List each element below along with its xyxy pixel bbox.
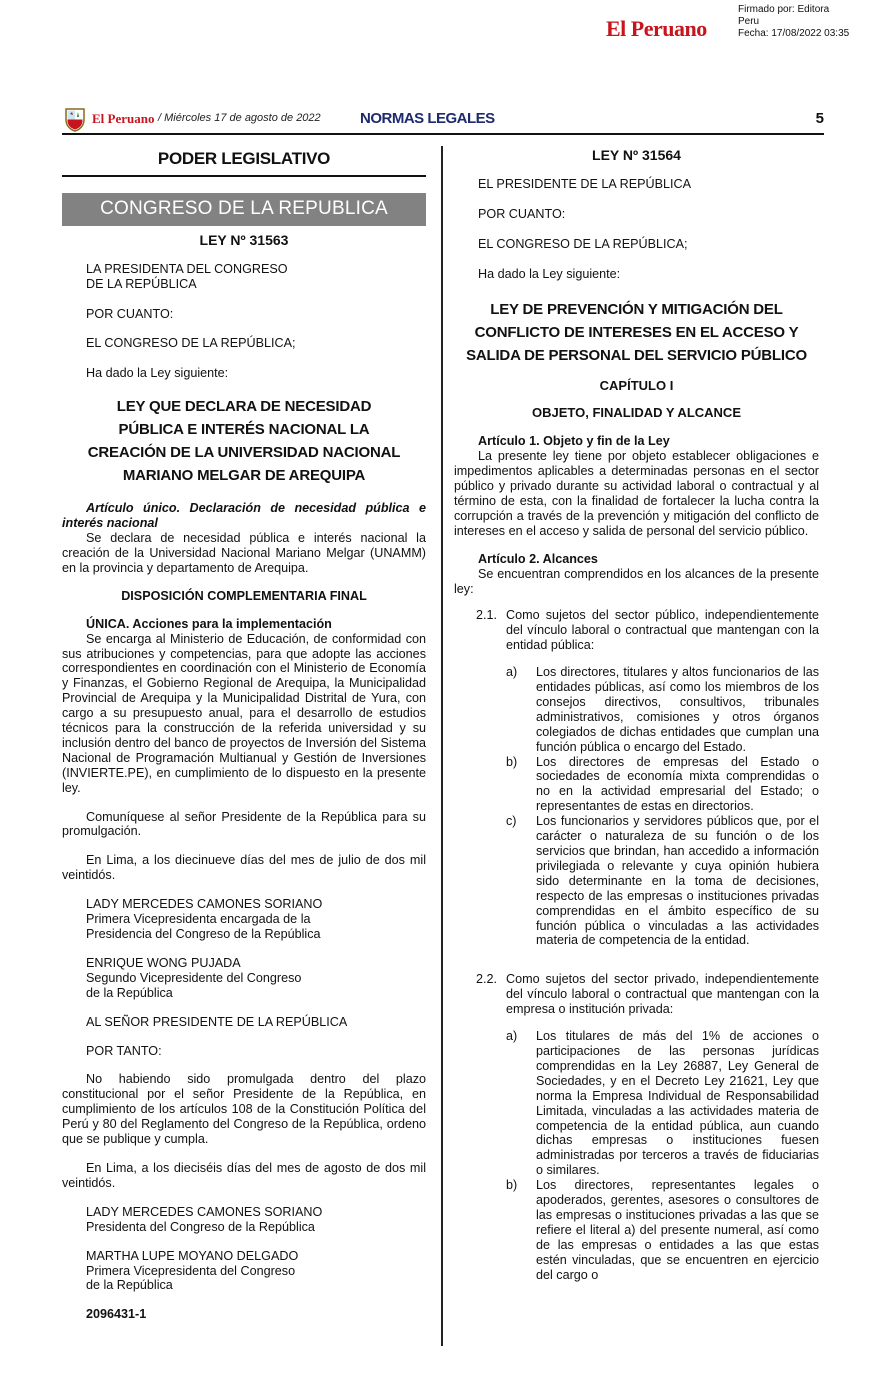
disposition-heading: DISPOSICIÓN COMPLEMENTARIA FINAL	[121, 588, 367, 603]
date-line: En Lima, a los diecinueve días del mes de julio de dos mil veintidós.	[62, 853, 426, 883]
item-letter: a)	[506, 1029, 518, 1044]
signatory-role: Primera Vicepresidenta encargada de la	[86, 912, 311, 927]
promulgation-text: No habiendo sido promulgada dentro del plazo constitucional por el señor Presidente de la República, en cumplimiento de los artículos 108 de la Constitución Política del Perú y 80 del Reglamento del Congreso de la República, ordeno que se publique y cumpla.	[62, 1072, 426, 1147]
signatory-name: LADY MERCEDES CAMONES SORIANO	[86, 897, 323, 912]
article-text: Se declara de necesidad pública e interés nacional la creación de la Universidad Nacional Mariano Melgar (UNAMM) en la provincia y departamento de Arequipa.	[62, 531, 426, 575]
item-letter: b)	[506, 1178, 518, 1193]
signature-block	[62, 897, 426, 942]
signatory-role: Presidenta del Congreso de la República	[86, 1219, 315, 1234]
item-number: 2.2.	[476, 972, 498, 987]
signatory-role: de la República	[86, 1278, 173, 1293]
law-title-line: MARIANO MELGAR DE AREQUIPA	[122, 467, 366, 485]
item-text: Los titulares de más del 1% de acciones o participaciones de las personas jurídicas comprendidas en la Ley 26887, Ley General de Sociedades, y en el Decreto Ley 21621, Ley que norma la Empresa Individual de Responsabilidad Limitada, vinculadas a las actividades materia de competencia de la entidad pública, aun cuando dichas empresas o instituciones fuesen administradas por terceros a través de fiduciarias o similares.	[536, 1029, 819, 1178]
running-header	[62, 102, 824, 136]
disposition-subheading: ÚNICA. Acciones para la implementación	[86, 616, 332, 631]
law-title-line: CREACIÓN DE LA UNIVERSIDAD NACIONAL	[87, 444, 401, 462]
page-number: 5	[815, 110, 824, 127]
el-peruano-stamp-logo: El Peruano	[606, 16, 707, 41]
promulgator-line: DE LA REPÚBLICA	[86, 276, 197, 291]
law-title-line: CONFLICTO DE INTERESES EN EL ACCESO Y	[474, 323, 799, 341]
article-text: La presente ley tiene por objeto establecer obligaciones e impedimentos aplicables a determinadas personas en el sector público y privado durante su actividad laboral o contractual y al término de esta, con la finalidad de fortalecer la lucha contra la corrupción a través de la prevención y mitigación del conflicto de intereses en el acceso y salida de personal del servicio público.	[454, 449, 819, 538]
numbered-item	[454, 608, 819, 653]
por-tanto: POR TANTO:	[86, 1043, 162, 1058]
ha-dado-line: Ha dado la Ley siguiente:	[478, 266, 621, 281]
digital-signature-stamp	[738, 4, 849, 40]
lettered-item	[454, 1178, 819, 1282]
article-heading: Artículo único. Declaración de necesidad pública e interés nacional	[62, 501, 426, 531]
article-heading: Artículo 1. Objeto y fin de la Ley	[478, 434, 670, 449]
signature-block	[62, 1249, 426, 1294]
item-text: Los directores de empresas del Estado o sociedades de economía mixta comprendidas o no en la actividad empresarial del Estado; o representantes de estas en directorios.	[536, 754, 819, 814]
addressee: AL SEÑOR PRESIDENTE DE LA REPÚBLICA	[86, 1014, 348, 1029]
item-letter: b)	[506, 754, 518, 769]
congress-banner: CONGRESO DE LA REPUBLICA	[62, 193, 426, 226]
congreso-line: EL CONGRESO DE LA REPÚBLICA;	[478, 236, 688, 251]
signatory-name: ENRIQUE WONG PUJADA	[86, 955, 241, 970]
article-text: Se encuentran comprendidos en los alcances de la presente ley:	[454, 566, 819, 596]
item-letter: c)	[506, 814, 517, 829]
item-number: 2.1.	[476, 608, 498, 623]
lettered-item	[454, 755, 819, 815]
law-title-line: LEY DE PREVENCIÓN Y MITIGACIÓN DEL	[490, 300, 783, 318]
law-number: LEY Nº 31564	[592, 147, 681, 163]
item-text: Los funcionarios y servidores públicos que, por el carácter o naturaleza de su función o de los servicios que brindan, han accedido a información privilegiada o relevante y cuya opinión hubiera sido determinante en la toma de decisiones, respecto de las empresas o instituciones privadas comprendidas en el ámbito específico de su función pública o vinculadas a las actividades materia de competencia de la entidad.	[536, 814, 819, 948]
stamp-country: Peru	[738, 16, 760, 27]
chapter-heading: CAPÍTULO I	[599, 377, 674, 393]
numbered-item	[454, 972, 819, 1017]
section-rule	[62, 175, 426, 177]
stamp-signer: Firmado por: Editora	[738, 4, 830, 15]
lettered-item	[454, 665, 819, 754]
header-publication: El Peruano	[92, 111, 155, 126]
promulgator	[62, 262, 426, 292]
header-section: NORMAS LEGALES	[360, 110, 495, 127]
stamp-date: Fecha: 17/08/2022 03:35	[738, 28, 850, 39]
law-title	[62, 395, 426, 487]
lettered-item	[454, 814, 819, 948]
signatory-name: LADY MERCEDES CAMONES SORIANO	[86, 1204, 323, 1219]
signatory-role: Primera Vicepresidenta del Congreso	[86, 1263, 296, 1278]
column-divider	[441, 146, 443, 1346]
disposition-text: Se encarga al Ministerio de Educación, de conformidad con sus atribuciones y competencias, para que adopte las acciones correspondientes en coordinación con el Ministerio de Economía y Finanzas, el Gobierno Regional de Arequipa, la Municipalidad Provincial de Arequipa y la Municipalidad Distrital de Yura, con cargo a su presupuesto anual, para el desarrollo de estudios técnicos para la construcción de la referida universidad y su inclusión dentro del banco de proyectos de Inversión del Sistema Nacional de Programación Multianual y Gestión de Inversiones (INVIERTE.PE), en cumplimiento de lo dispuesto en la presente ley.	[62, 631, 426, 795]
ha-dado-line: Ha dado la Ley siguiente:	[86, 366, 229, 381]
law-number: LEY Nº 31563	[199, 231, 289, 248]
signatory-name: MARTHA LUPE MOYANO DELGADO	[86, 1248, 299, 1263]
signatory-role: Presidencia del Congreso de la República	[86, 927, 321, 941]
left-column	[62, 149, 426, 1322]
por-cuanto: POR CUANTO:	[478, 206, 566, 221]
promulgator: EL PRESIDENTE DE LA REPÚBLICA	[478, 176, 691, 191]
article-heading: Artículo 2. Alcances	[478, 551, 598, 566]
header-date: / Miércoles 17 de agosto de 2022	[158, 112, 321, 124]
header-rule	[62, 133, 824, 135]
law-title-line: SALIDA DE PERSONAL DEL SERVICIO PÚBLICO	[466, 346, 807, 364]
item-text: Como sujetos del sector privado, independientemente del vínculo laboral o contractual que mantengan con la empresa o institución privada:	[506, 972, 819, 1017]
signatory-role: Segundo Vicepresidente del Congreso	[86, 970, 302, 985]
item-letter: a)	[506, 665, 518, 680]
congreso-line: EL CONGRESO DE LA REPÚBLICA;	[86, 336, 296, 351]
signatory-role: de la República	[86, 985, 173, 1000]
item-text: Los directores, titulares y altos funcionarios de las entidades públicas, así como los miembros de los consejos directivos, consultivos, tribunales administrativos, comisiones y otros órganos colegiados de dichas entidades que cumplan una función pública o encargo del Estado.	[536, 665, 819, 754]
promulgator-line: LA PRESIDENTA DEL CONGRESO	[86, 261, 288, 276]
date-line: En Lima, a los dieciséis días del mes de agosto de dos mil veintidós.	[62, 1160, 426, 1190]
comuniquese-text: Comuníquese al señor Presidente de la República para su promulgación.	[62, 809, 426, 839]
section-title: PODER LEGISLATIVO	[157, 149, 331, 168]
signature-block	[62, 956, 426, 1001]
law-title-line: PÚBLICA E INTERÉS NACIONAL LA	[118, 421, 370, 439]
item-text: Los directores, representantes legales o apoderados, gerentes, asesores o consultores de las empresas o instituciones privadas a las que se refiere el literal a) del presente numeral, así como de las empresas o entidades a las que estas estén vinculadas, que se encuentren en ejercicio del cargo o	[536, 1178, 819, 1282]
law-title-line: LEY QUE DECLARA DE NECESIDAD	[116, 398, 372, 416]
law-title	[454, 298, 819, 367]
chapter-title: OBJETO, FINALIDAD Y ALCANCE	[532, 405, 741, 421]
publication-code: 2096431-1	[86, 1307, 147, 1322]
right-column	[454, 148, 819, 1282]
item-text: Como sujetos del sector público, independientemente del vínculo laboral o contractual que mantengan con la entidad pública:	[506, 608, 819, 653]
coat-of-arms-icon	[64, 106, 86, 132]
por-cuanto: POR CUANTO:	[86, 306, 174, 321]
lettered-item	[454, 1029, 819, 1178]
signature-block	[62, 1205, 426, 1235]
